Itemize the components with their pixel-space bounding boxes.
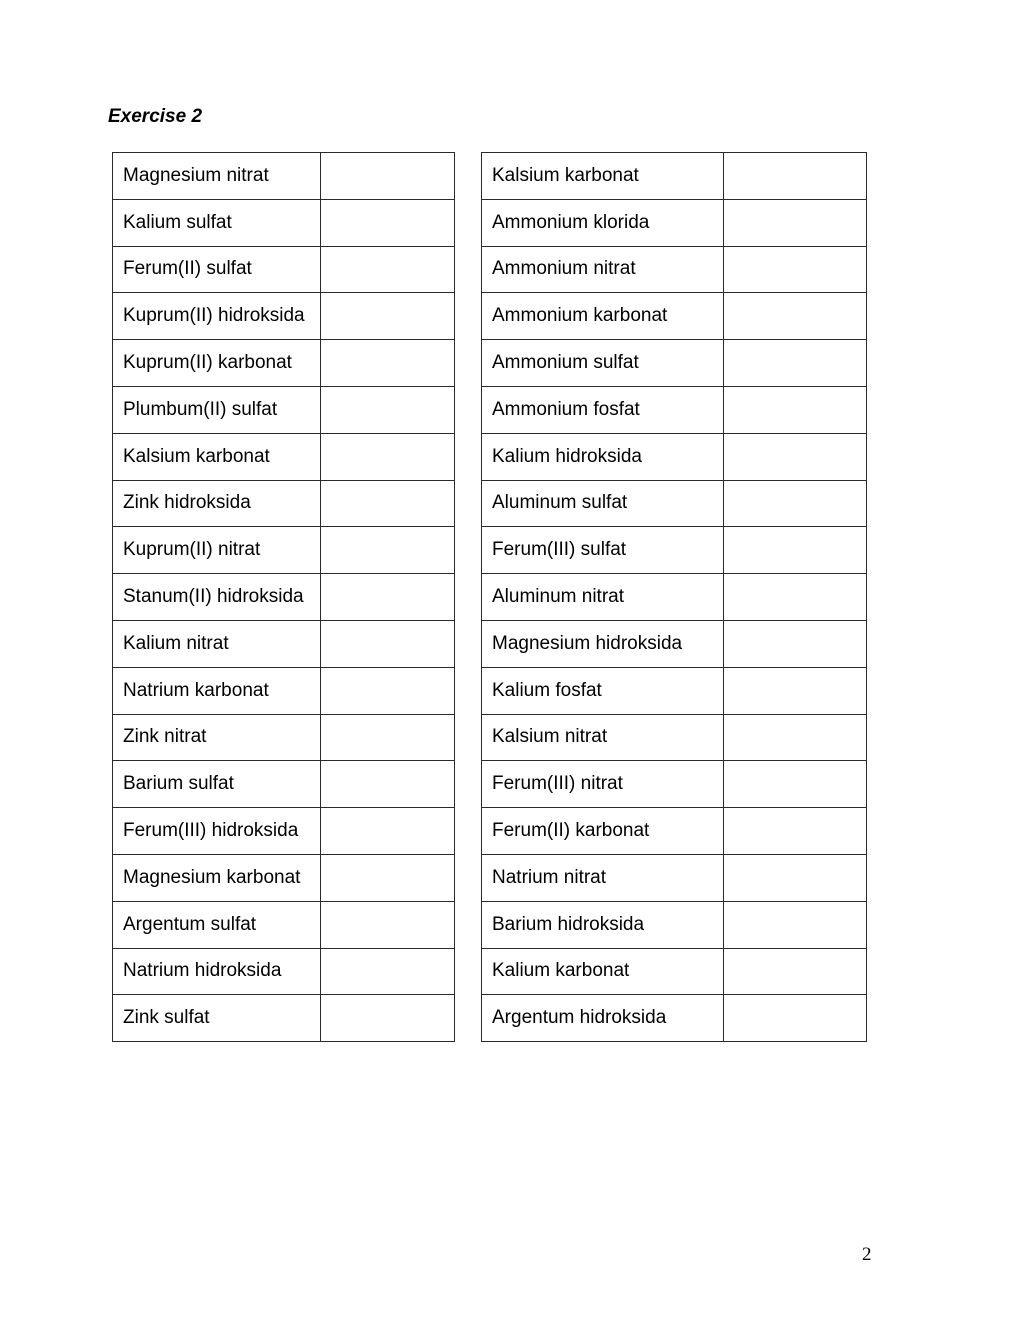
- answer-blank-cell: [321, 667, 455, 714]
- right-table-row: [482, 901, 867, 948]
- answer-blank-cell: [724, 808, 867, 855]
- answer-blank-cell: [724, 948, 867, 995]
- compound-name-cell: Magnesium nitrat: [113, 153, 321, 200]
- exercise-heading: Exercise 2: [108, 106, 203, 127]
- compound-name-cell: Argentum sulfat: [113, 901, 321, 948]
- left-table-row: [113, 761, 455, 808]
- compound-name-cell: Kalsium nitrat: [482, 714, 724, 761]
- compound-name-cell: Kalium nitrat: [113, 620, 321, 667]
- left-table-row: [113, 854, 455, 901]
- compound-name-cell: Kalsium karbonat: [482, 153, 724, 200]
- compound-name-cell: Argentum hidroksida: [482, 995, 724, 1042]
- compound-name-cell: Kuprum(II) hidroksida: [113, 293, 321, 340]
- left-table-body: [113, 153, 455, 1042]
- left-table-row: [113, 714, 455, 761]
- answer-blank-cell: [321, 948, 455, 995]
- left-table-row: [113, 199, 455, 246]
- answer-blank-cell: [724, 433, 867, 480]
- answer-blank-cell: [724, 293, 867, 340]
- answer-blank-cell: [321, 480, 455, 527]
- right-table-row: [482, 293, 867, 340]
- compound-name-cell: Ammonium karbonat: [482, 293, 724, 340]
- left-table-row: [113, 386, 455, 433]
- compound-name-cell: Ammonium klorida: [482, 199, 724, 246]
- compound-name-cell: Magnesium hidroksida: [482, 620, 724, 667]
- answer-blank-cell: [724, 199, 867, 246]
- right-table-body: [482, 153, 867, 1042]
- answer-blank-cell: [724, 246, 867, 293]
- compound-name-cell: Ammonium sulfat: [482, 340, 724, 387]
- left-table-row: [113, 901, 455, 948]
- answer-blank-cell: [724, 995, 867, 1042]
- answer-blank-cell: [321, 854, 455, 901]
- answer-blank-cell: [321, 995, 455, 1042]
- left-table-row: [113, 948, 455, 995]
- right-table-row: [482, 574, 867, 621]
- left-table-row: [113, 995, 455, 1042]
- right-table-row: [482, 620, 867, 667]
- answer-blank-cell: [321, 433, 455, 480]
- answer-blank-cell: [321, 153, 455, 200]
- answer-blank-cell: [724, 386, 867, 433]
- right-table-row: [482, 433, 867, 480]
- compound-name-cell: Kuprum(II) karbonat: [113, 340, 321, 387]
- left-table-row: [113, 246, 455, 293]
- compound-name-cell: Kalsium karbonat: [113, 433, 321, 480]
- compound-name-cell: Ferum(III) hidroksida: [113, 808, 321, 855]
- answer-blank-cell: [724, 901, 867, 948]
- answer-blank-cell: [321, 574, 455, 621]
- right-table-row: [482, 667, 867, 714]
- compound-name-cell: Kalium karbonat: [482, 948, 724, 995]
- left-compound-table: [112, 152, 455, 1042]
- answer-blank-cell: [724, 620, 867, 667]
- answer-blank-cell: [724, 761, 867, 808]
- right-table-row: [482, 948, 867, 995]
- compound-name-cell: Kalium hidroksida: [482, 433, 724, 480]
- answer-blank-cell: [321, 527, 455, 574]
- compound-name-cell: Ferum(III) sulfat: [482, 527, 724, 574]
- answer-blank-cell: [724, 574, 867, 621]
- answer-blank-cell: [321, 340, 455, 387]
- compound-name-cell: Zink hidroksida: [113, 480, 321, 527]
- compound-name-cell: Natrium hidroksida: [113, 948, 321, 995]
- left-table-row: [113, 480, 455, 527]
- answer-blank-cell: [321, 386, 455, 433]
- compound-name-cell: Barium sulfat: [113, 761, 321, 808]
- right-table-row: [482, 246, 867, 293]
- right-table-row: [482, 480, 867, 527]
- compound-name-cell: Ferum(II) sulfat: [113, 246, 321, 293]
- right-table-row: [482, 386, 867, 433]
- compound-name-cell: Ammonium fosfat: [482, 386, 724, 433]
- answer-blank-cell: [724, 527, 867, 574]
- left-table-row: [113, 293, 455, 340]
- compound-name-cell: Kalium sulfat: [113, 199, 321, 246]
- compound-name-cell: Barium hidroksida: [482, 901, 724, 948]
- page-number: 2: [862, 1244, 872, 1265]
- answer-blank-cell: [724, 854, 867, 901]
- answer-blank-cell: [321, 714, 455, 761]
- answer-blank-cell: [321, 199, 455, 246]
- right-table-row: [482, 153, 867, 200]
- left-table-row: [113, 527, 455, 574]
- left-table-row: [113, 667, 455, 714]
- answer-blank-cell: [724, 480, 867, 527]
- left-table-row: [113, 433, 455, 480]
- left-table-row: [113, 620, 455, 667]
- compound-name-cell: Aluminum nitrat: [482, 574, 724, 621]
- left-table-row: [113, 153, 455, 200]
- answer-blank-cell: [321, 901, 455, 948]
- answer-blank-cell: [321, 620, 455, 667]
- right-table-row: [482, 527, 867, 574]
- right-table-row: [482, 714, 867, 761]
- left-table-row: [113, 574, 455, 621]
- answer-blank-cell: [724, 667, 867, 714]
- compound-name-cell: Ammonium nitrat: [482, 246, 724, 293]
- compound-name-cell: Ferum(III) nitrat: [482, 761, 724, 808]
- left-table-row: [113, 340, 455, 387]
- right-table-row: [482, 854, 867, 901]
- answer-blank-cell: [321, 808, 455, 855]
- right-table-row: [482, 199, 867, 246]
- compound-name-cell: Kalium fosfat: [482, 667, 724, 714]
- answer-blank-cell: [321, 246, 455, 293]
- compound-name-cell: Kuprum(II) nitrat: [113, 527, 321, 574]
- answer-blank-cell: [724, 714, 867, 761]
- compound-name-cell: Ferum(II) karbonat: [482, 808, 724, 855]
- compound-name-cell: Natrium nitrat: [482, 854, 724, 901]
- answer-blank-cell: [321, 293, 455, 340]
- right-table-row: [482, 808, 867, 855]
- right-table-row: [482, 995, 867, 1042]
- left-table-row: [113, 808, 455, 855]
- answer-blank-cell: [724, 340, 867, 387]
- answer-blank-cell: [321, 761, 455, 808]
- right-compound-table: [481, 152, 867, 1042]
- compound-name-cell: Natrium karbonat: [113, 667, 321, 714]
- compound-name-cell: Aluminum sulfat: [482, 480, 724, 527]
- compound-name-cell: Zink sulfat: [113, 995, 321, 1042]
- right-table-row: [482, 340, 867, 387]
- right-table-row: [482, 761, 867, 808]
- answer-blank-cell: [724, 153, 867, 200]
- compound-name-cell: Zink nitrat: [113, 714, 321, 761]
- compound-name-cell: Magnesium karbonat: [113, 854, 321, 901]
- compound-name-cell: Stanum(II) hidroksida: [113, 574, 321, 621]
- compound-name-cell: Plumbum(II) sulfat: [113, 386, 321, 433]
